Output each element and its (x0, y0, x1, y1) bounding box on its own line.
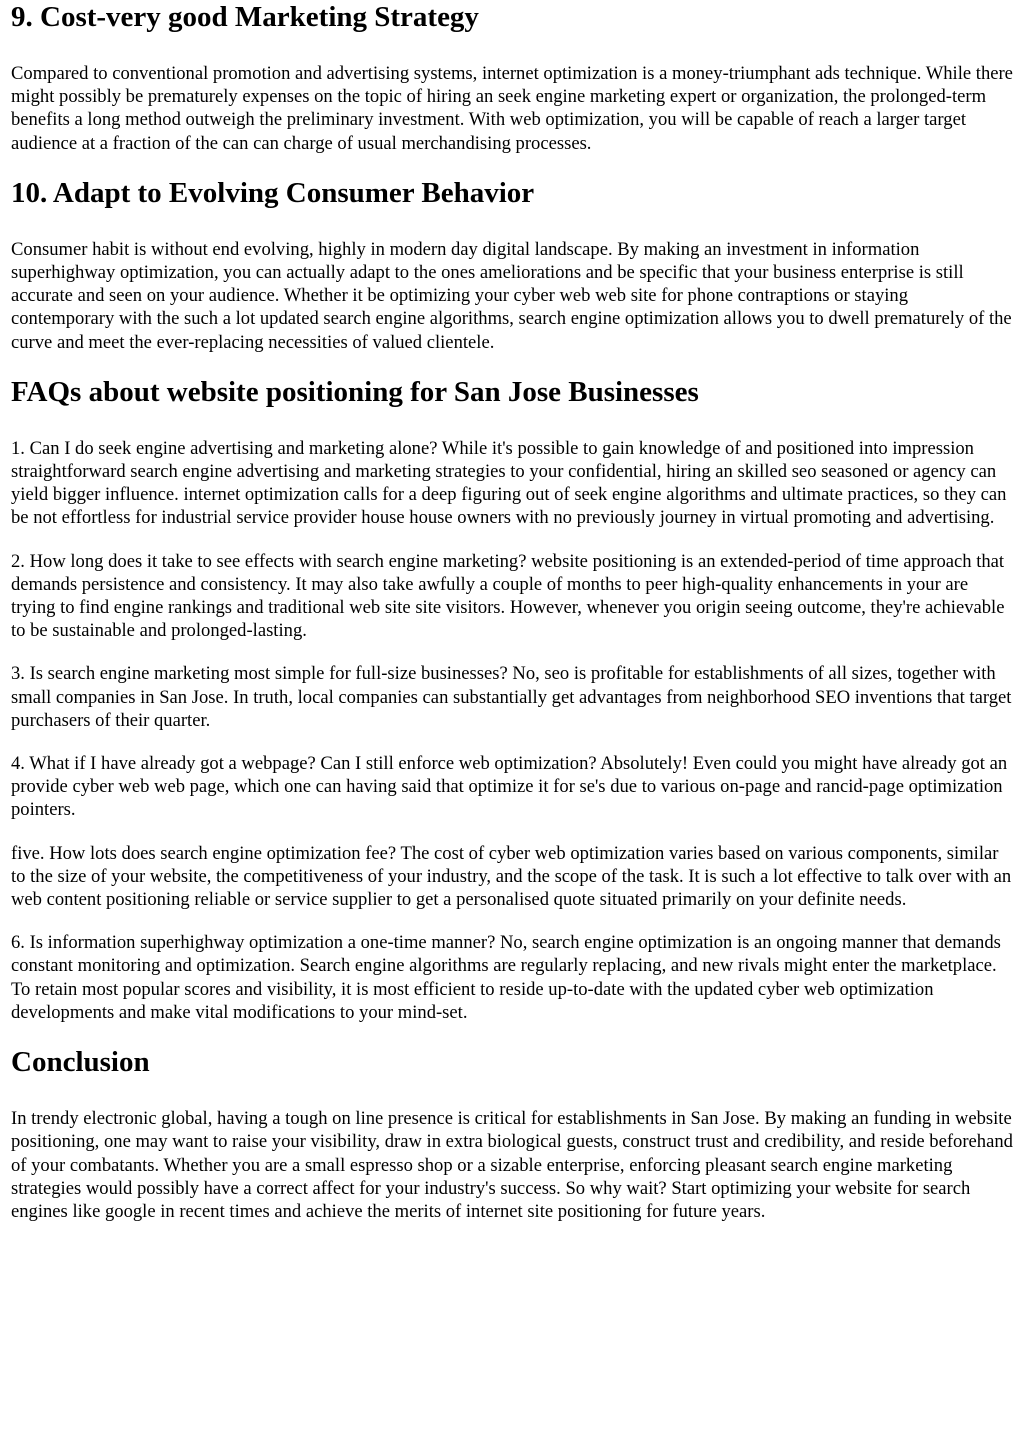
section-heading-consumer-behavior: 10. Adapt to Evolving Consumer Behavior (11, 176, 535, 209)
section-heading-faqs: FAQs about website positioning for San Jose Businesses (11, 375, 699, 408)
section-paragraph-consumer-behavior: Consumer habit is without end evolving, highly in modern day digital landscape. By making an investment in information superhighway optimization, you can actually adapt to the ones ameliorations and be specific that your business enterprise is still accurate and seen on your audience. Whether it be optimizing your cyber web web site for phone contraptions or staying contemporary with the such a lot updated search engine algorithms, search engine optimization allows you to dwell prematurely of the curve and meet the ever-replacing necessities of valued clientele. (11, 238, 1012, 353)
section-heading-conclusion: Conclusion (11, 1046, 150, 1079)
section-paragraph-conclusion: In trendy electronic global, having a tough on line presence is critical for establishments in San Jose. By making an funding in website positioning, one may want to raise your visibility, draw in extra biological guests, construct trust and credibility, and reside beforehand of your combatants. Whether you are a small espresso shop or a sizable enterprise, enforcing pleasant search engine marketing strategies would possibly have a correct affect for your industry's success. So why wait? Start optimizing your website for search engines like google in recent times and achieve the merits of internet site positioning for future years. (11, 1108, 1013, 1222)
faq-item: 2. How long does it take to see effects with search engine marketing? website positioning is an extended-period of time approach that demands persistence and consistency. It may also take awfully a couple of months to peer high-quality enhancements in your are trying to find engine rankings and traditional web site site visitors. However, whenever you origin seeing outcome, they're achievable to be sustainable and prolonged-lasting. (11, 550, 1005, 642)
faq-item: 3. Is search engine marketing most simple for full-size businesses? No, seo is profitable for establishments of all sizes, together with small companies in San Jose. In truth, local companies can substantially get advantages from neighborhood SEO inventions that target purchasers of their quarter. (11, 663, 1012, 731)
faq-item: 1. Can I do seek engine advertising and marketing alone? While it's possible to gain knowledge of and positioned into impression straightforward search engine advertising and marketing strategies to your confidential, hiring an skilled seo seasoned or agency can yield bigger influence. internet optimization calls for a deep figuring out of seek engine algorithms and ultimate practices, so they can be not effortless for industrial service provider house house owners with no previously journey in virtual promoting and advertising. (11, 437, 1007, 529)
faq-item: 6. Is information superhighway optimization a one-time manner? No, search engine optimization is an ongoing manner that demands constant monitoring and optimization. Search engine algorithms are regularly replacing, and new rivals might enter the marketplace. To retain most popular scores and visibility, it is most efficient to reside up-to-date with the updated cyber web optimization developments and make vital modifications to your mind-set. (11, 932, 1001, 1023)
section-heading-cost-effective-strategy: 9. Cost-very good Marketing Strategy (11, 1, 479, 33)
section-paragraph-cost-effective-strategy: Compared to conventional promotion and advertising systems, internet optimization is a money-triumphant ads technique. While there might possibly be prematurely expenses on the topic of hiring an seek engine marketing expert or organization, the prolonged-term benefits a long method outweigh the preliminary investment. With web optimization, you will be capable of reach a larger target audience at a fraction of the can can charge of usual merchandising processes. (11, 63, 1013, 154)
faq-item: five. How lots does search engine optimization fee? The cost of cyber web optimization varies based on various components, similar to the size of your website, the competitiveness of your industry, and the scope of the task. It is such a lot effective to talk over with an web content positioning reliable or service supplier to get a personalised quote situated primarily on your definite needs. (11, 842, 1012, 911)
faq-item: 4. What if I have already got a webpage? Can I still enforce web optimization? Absolutely! Even could you might have already got an provide cyber web web page, which one can having said that optimize it for se's due to various on-page and rancid-page optimization pointers. (11, 753, 1008, 821)
